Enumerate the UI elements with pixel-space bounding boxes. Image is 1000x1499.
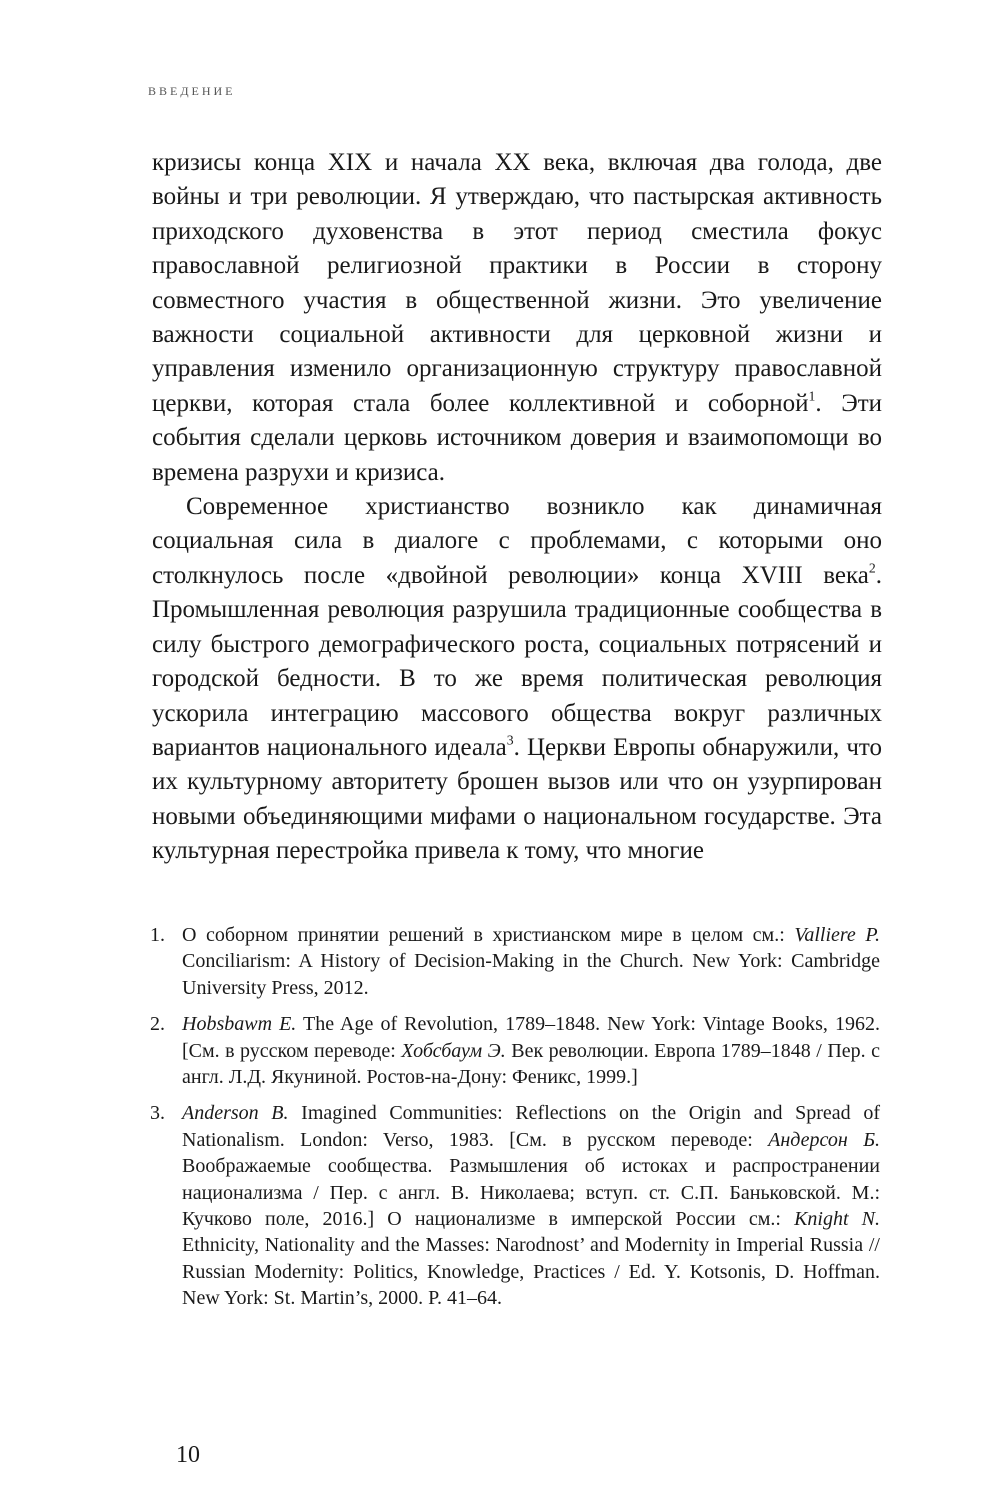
paragraph-text: . Эти события сделали церковь источником доверия и взаимопомощи во времена разрухи и кризиса. [152, 389, 882, 486]
footnote-text: О соборном принятии решений в христианском мире в целом см.: [182, 924, 795, 946]
footnote-1 [150, 922, 880, 1001]
footnote-text: Воображаемые сообщества. Размышления об истоках и распространении национализма / Пер. с англ. В. Николаева; вступ. ст. С.П. Баньковской. М.: Кучково поле, 2016.] О национализме в имперской России см.: [182, 1155, 880, 1231]
paragraph-1 [152, 146, 882, 490]
footnote-text: Век революции. Европа 1789–1848 / Пер. с англ. Л.Д. Якуниной. Ростов-на-Дону: Феникс, 1999.] [182, 1039, 880, 1089]
paragraph-text: . Церкви Европы обнаружили, что их культурному авторитету брошен вызов или что он узурпирован новыми объединяющими мифами о национальном государстве. Эта культурная перестройка привела к тому, что многие [152, 733, 882, 865]
footnote-author: Андерсон Б. [768, 1128, 880, 1151]
footnote-author: Knight N. [794, 1208, 880, 1231]
footnote-ref-2: 2 [868, 560, 876, 576]
running-head: ВВЕДЕНИЕ [148, 84, 236, 98]
footnote-text: The Age of Revolution, 1789–1848. New York: Vintage Books, 1962. [См. в русском переводе: [182, 1013, 880, 1062]
page-number: 10 [176, 1442, 200, 1468]
footnote-text: Conciliarism: A History of Decision-Making in the Church. New York: Cambridge University Press, 2012. [182, 950, 880, 999]
footnote-ref-1: 1 [808, 388, 816, 404]
footnote-ref-3: 3 [506, 732, 514, 748]
paragraph-text: Современное христианство возникло как динамичная социальная сила в диалоге с проблемами, с которыми оно столкнулось после «двойной революции» конца XVIII века [152, 493, 882, 589]
footnote-author: Hobsbawm E. [182, 1013, 297, 1036]
footnote-text: Imagined Communities: Reflections on the Origin and Spread of Nationalism. London: Verso, 1983. [См. в русском переводе: [182, 1102, 880, 1151]
body-text [152, 146, 882, 869]
paragraph-text: . Промышленная революция разрушила традиционные сообщества в силу быстрого демографического роста, социальных потрясений и городской бедности. В то же время политическая революция ускорила интеграцию массового общества вокруг различных вариантов национального идеала [152, 561, 882, 761]
footnote-2 [150, 1011, 880, 1090]
paragraph-text: кризисы конца XIX и начала XX века, включая два голода, две войны и три революции. Я утверждаю, что пастырская активность приходского духовенства в этот период сместила фокус православной религиозной практики в России в сторону совместного участия в общественной жизни. Это увеличение важности социальной активности для церковной жизни и управления изменило организационную структуру православной церкви, которая стала более коллективной и соборной [152, 149, 882, 417]
footnote-number: 1. [150, 924, 165, 946]
footnote-number: 3. [150, 1102, 165, 1125]
footnote-3 [150, 1100, 880, 1311]
footnotes [150, 922, 880, 1322]
footnote-text: Ethnicity, Nationality and the Masses: Narodnost’ and Modernity in Imperial Russia // Russian Modernity: Politics, Knowledge, Practices / Ed. Y. Kotsonis, D. Hoffman. New York: St. Martin’s, 2000. P. 41–64. [182, 1234, 880, 1310]
footnote-author: Anderson B. [182, 1102, 289, 1125]
footnote-author: Valliere P. [794, 924, 880, 946]
footnote-number: 2. [150, 1013, 165, 1036]
paragraph-2 [152, 490, 882, 868]
footnote-author: Хобсбаум Э. [401, 1039, 506, 1062]
